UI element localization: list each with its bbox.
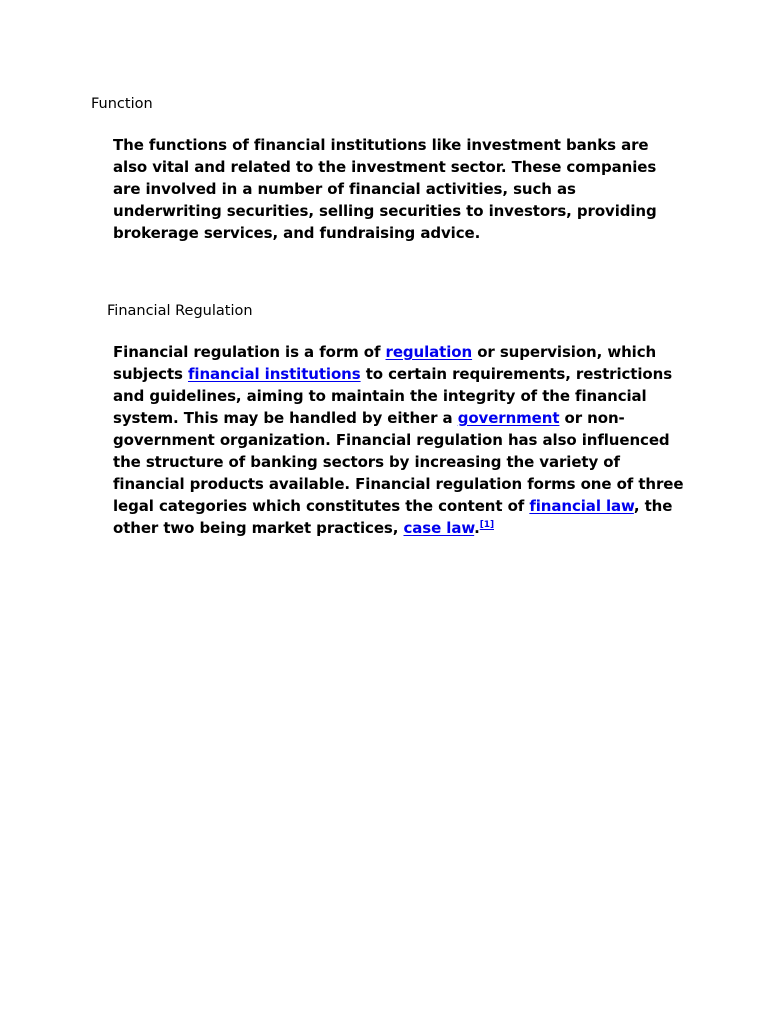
paragraph-line	[113, 363, 688, 385]
link-government[interactable]: government	[457, 409, 560, 427]
text-run: or non-	[559, 409, 625, 427]
paragraph-financial-regulation	[113, 341, 688, 539]
paragraph-line: government organization. Financial regulation has also influenced	[113, 431, 670, 449]
text-run: .	[474, 519, 480, 537]
text-run: to certain requirements, restrictions	[360, 365, 673, 383]
paragraph-function	[113, 134, 688, 244]
paragraph-line: also vital and related to the investment sector. These companies	[113, 158, 657, 176]
paragraph-line: financial products available. Financial regulation forms one of three	[113, 475, 684, 493]
paragraph-line: The functions of financial institutions like investment banks are	[113, 136, 649, 154]
text-run: system. This may be handled by either a	[113, 409, 458, 427]
text-run: Financial regulation is a form of	[113, 343, 386, 361]
paragraph-line	[113, 495, 688, 517]
paragraph-line: and guidelines, aiming to maintain the integrity of the financial	[113, 387, 647, 405]
text-run: or supervision, which	[472, 343, 657, 361]
paragraph-line	[113, 517, 688, 539]
text-run: subjects	[113, 365, 188, 383]
paragraph-line	[113, 407, 688, 429]
paragraph-line: brokerage services, and fundraising advice.	[113, 224, 481, 242]
text-run: other two being market practices,	[113, 519, 404, 537]
link-regulation[interactable]: regulation	[385, 343, 473, 361]
paragraph-line: underwriting securities, selling securities to investors, providing	[113, 202, 657, 220]
section-heading-function: Function	[91, 96, 153, 112]
paragraph-line: the structure of banking sectors by increasing the variety of	[113, 453, 620, 471]
section-heading-financial-regulation: Financial Regulation	[107, 303, 253, 319]
link-case-law[interactable]: case law	[403, 519, 475, 537]
link-financial-law[interactable]: financial law	[529, 497, 634, 515]
footnote-link[interactable]: [1]	[479, 520, 494, 530]
paragraph-line	[113, 341, 688, 363]
text-run: , the	[633, 497, 673, 515]
text-run: legal categories which constitutes the content of	[113, 497, 530, 515]
link-financial-institutions[interactable]: financial institutions	[187, 365, 361, 383]
paragraph-line: are involved in a number of financial activities, such as	[113, 180, 576, 198]
